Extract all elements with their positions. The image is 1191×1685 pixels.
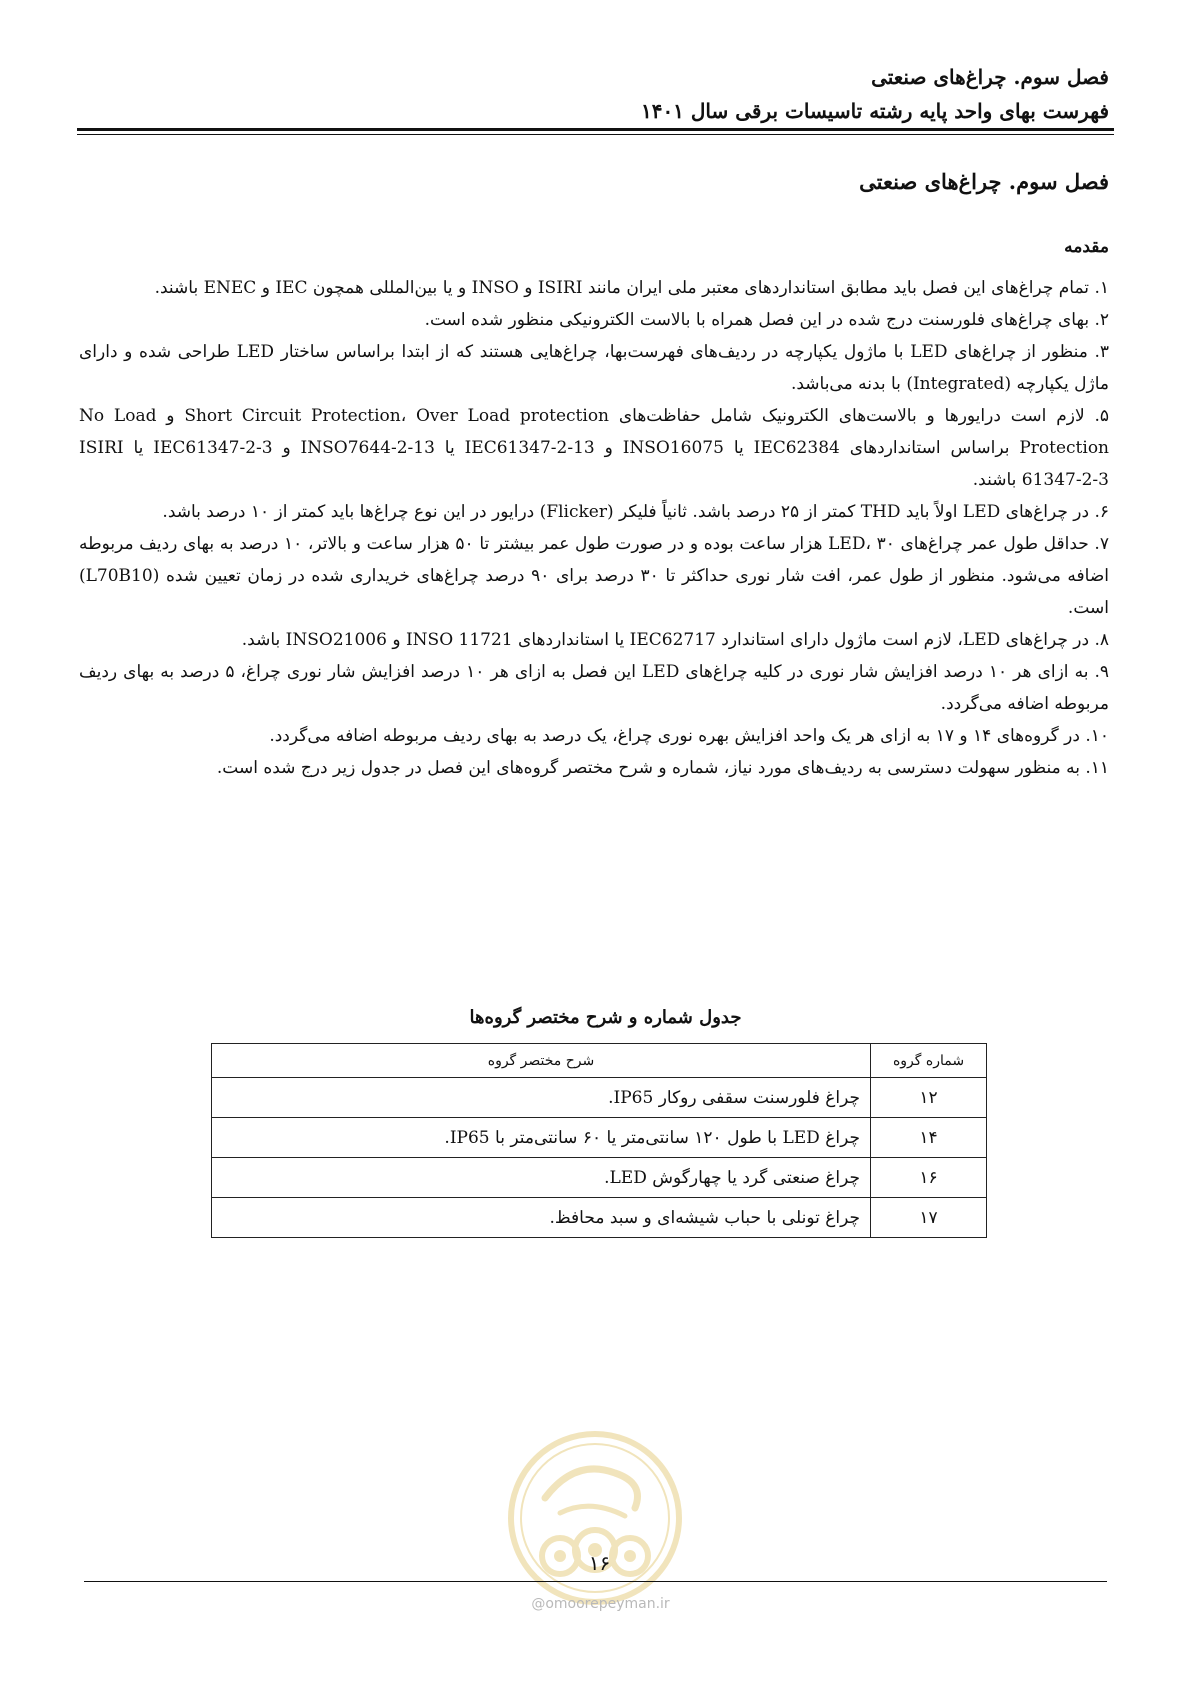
group-description: چراغ فلورسنت سقفی روکار IP65.: [212, 1078, 871, 1118]
paragraph-10: ۱۰. در گروه‌های ۱۴ و ۱۷ به ازای هر یک واحد افزایش بهره نوری چراغ، یک درصد به بهای ردیف مربوطه اضافه می‌گردد.: [269, 726, 1109, 746]
intro-heading: مقدمه: [1064, 237, 1109, 257]
table-row: [212, 1078, 987, 1118]
table-row: [212, 1118, 987, 1158]
group-description: چراغ صنعتی گرد یا چهارگوش LED.: [212, 1158, 871, 1198]
table-header-row: [212, 1044, 987, 1078]
chapter-title: فصل سوم. چراغ‌های صنعتی: [859, 169, 1109, 194]
header-rule-thin: [77, 134, 1114, 135]
paragraph-2: ۲. بهای چراغ‌های فلورسنت درج شده در این فصل همراه با بالاست الکترونیکی منظور شده است.: [424, 310, 1109, 330]
table-caption: جدول شماره و شرح مختصر گروه‌ها: [469, 1007, 742, 1028]
header-rule-thick: [77, 128, 1114, 131]
page-number: ۱۶: [588, 1551, 611, 1575]
running-header-chapter: فصل سوم. چراغ‌های صنعتی: [871, 65, 1109, 89]
group-number: ۱۶: [871, 1158, 987, 1198]
footer-rule: [84, 1581, 1107, 1582]
group-description: چراغ LED با طول ۱۲۰ سانتی‌متر یا ۶۰ سانتی‌متر با IP65.: [212, 1118, 871, 1158]
paragraph-7: ۷. حداقل طول عمر چراغ‌های LED، ۳۰ هزار ساعت بوده و در صورت طول عمر بیشتر تا ۵۰ هزار ساعت و بالاتر، ۱۰ درصد به بهای ردیف مربوطه اضافه می‌شود. منظور از طول عمر، افت شار نوری حداکثر تا ۳۰ درصد برای ۹۰ درصد چراغ‌های خریداری شده در زمان تعیین شده (L70B10) است.: [79, 534, 1109, 618]
table-row: [212, 1198, 987, 1238]
intro-body: [79, 272, 1109, 784]
header-group-number: شماره گروه: [871, 1044, 987, 1078]
group-number: ۱۷: [871, 1198, 987, 1238]
paragraph-8: ۸. در چراغ‌های LED، لازم است ماژول دارای استاندارد IEC62717 یا استانداردهای INSO 11721 و INSO21006 باشد.: [241, 630, 1109, 650]
groups-table: [211, 1043, 987, 1238]
paragraph-3: ۳. منظور از چراغ‌های LED با ماژول یکپارچه در ردیف‌های فهرست‌بها، چراغ‌هایی هستند که از ابتدا براساس ساختار LED طراحی شده و دارای ماژل یکپارچه (Integrated) با بدنه می‌باشد.: [79, 342, 1109, 394]
paragraph-11: ۱۱. به منظور سهولت دسترسی به ردیف‌های مورد نیاز، شماره و شرح مختصر گروه‌های این فصل در جدول زیر درج شده است.: [216, 758, 1109, 778]
group-number: ۱۴: [871, 1118, 987, 1158]
running-header-book-title: فهرست بهای واحد پایه رشته تاسیسات برقی سال ۱۴۰۱: [640, 99, 1109, 123]
group-number: ۱۲: [871, 1078, 987, 1118]
paragraph-1: ۱. تمام چراغ‌های این فصل باید مطابق استانداردهای معتبر ملی ایران مانند ISIRI و INSO و یا بین‌المللی همچون IEC و ENEC باشند.: [154, 278, 1109, 298]
group-description: چراغ تونلی با حباب شیشه‌ای و سبد محافظ.: [212, 1198, 871, 1238]
table-row: [212, 1158, 987, 1198]
paragraph-6: ۶. در چراغ‌های LED اولاً باید THD کمتر از ۲۵ درصد باشد. ثانیاً فلیکر (Flicker) درایور در این نوع چراغ‌ها باید کمتر از ۱۰ درصد باشد.: [162, 502, 1109, 522]
header-group-description: شرح مختصر گروه: [212, 1044, 871, 1078]
running-header: [79, 60, 1109, 128]
paragraph-5: ۵. لازم است درایورها و بالاست‌های الکترونیک شامل حفاظت‌های Short Circuit Protection، Over Load protection و No Load Protection براساس استانداردهای IEC62384 یا INSO16075 و IEC61347-2-13 یا INSO7644-2-13 و IEC61347-2-3 یا ISIRI 61347-2-3 باشند.: [79, 406, 1110, 490]
paragraph-9: ۹. به ازای هر ۱۰ درصد افزایش شار نوری در کلیه چراغ‌های LED این فصل به ازای هر ۱۰ درصد افزایش شار نوری چراغ، ۵ درصد به بهای ردیف مربوطه اضافه می‌گردد.: [79, 662, 1110, 714]
footer-site-link: @omoorepeyman.ir: [531, 1596, 670, 1612]
